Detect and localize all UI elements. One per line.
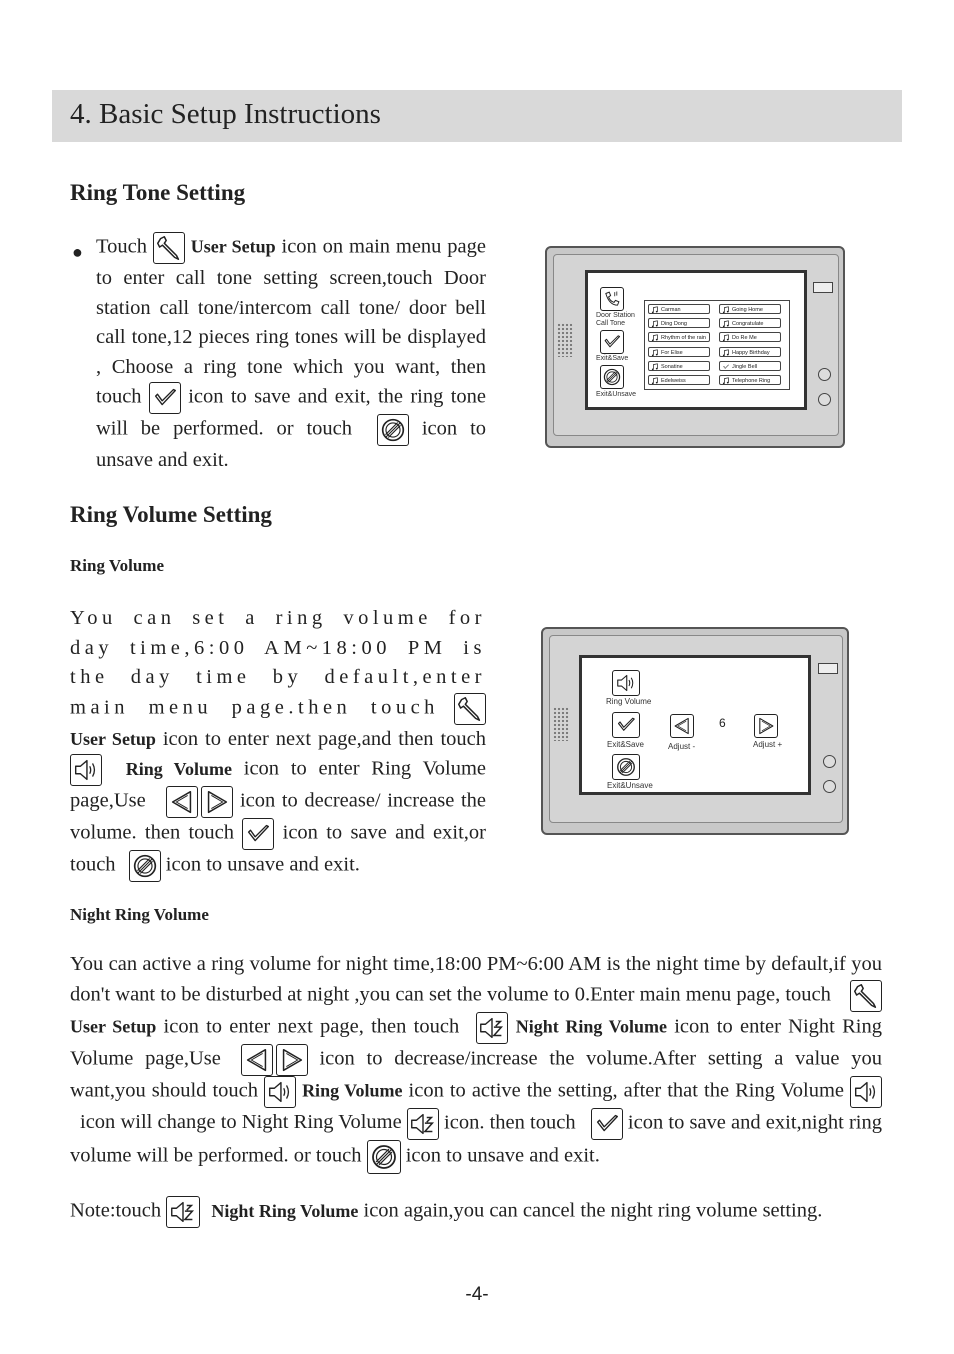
unsave-icon bbox=[367, 1140, 401, 1174]
check-icon bbox=[242, 818, 274, 850]
unsave-icon bbox=[377, 414, 409, 446]
ring-tone-paragraph: Touch User Setup icon on main menu page to enter call tone setting screen,touch Door station call tone/intercom call tone/ door bell call tone,12 pieces ring tones will be displayed , Choose a ring tone which you want, then touch icon to save and exit, the ring tone will be performed. or touch icon to unsave and exit. bbox=[96, 232, 486, 476]
check-icon bbox=[149, 382, 181, 414]
decrease-icon bbox=[166, 786, 198, 818]
check-icon[interactable] bbox=[612, 712, 640, 738]
night-ring-volume-subheading: Night Ring Volume bbox=[70, 905, 209, 924]
music-note-icon bbox=[651, 320, 659, 328]
ring-tone-option[interactable] bbox=[719, 347, 781, 357]
ring-tone-label: Congratulate bbox=[732, 321, 764, 328]
wrench-icon bbox=[454, 693, 486, 725]
night-speaker-icon bbox=[166, 1196, 200, 1228]
ring-tone-label: Jingle Bell bbox=[732, 363, 758, 370]
music-note-icon bbox=[722, 320, 730, 328]
ring-tone-option[interactable] bbox=[648, 347, 710, 357]
music-note-icon bbox=[722, 377, 730, 385]
ring-tone-option[interactable] bbox=[648, 318, 710, 328]
device-screen: Door Station Call Tone Exit&Save Exit&Unsave Carman Ding Dong Rhythm of the rain For Elise Sonatine Edelweiss Going Home Congratulate Do Re Me Happy Birthday Jingle Bell Telephone Ring bbox=[585, 270, 807, 410]
increase-icon bbox=[276, 1044, 308, 1076]
ring-tone-label: For Elise bbox=[661, 349, 683, 356]
ring-tone-label: Carman bbox=[661, 307, 681, 313]
decrease-icon[interactable] bbox=[670, 714, 694, 738]
ring-tone-label: Happy Birthday bbox=[732, 349, 770, 356]
ring-tone-label: Do Re Me bbox=[732, 335, 757, 342]
ring-tone-heading: Ring Tone Setting bbox=[70, 180, 246, 205]
music-note-icon bbox=[651, 306, 659, 314]
ring-tone-option[interactable] bbox=[719, 304, 781, 314]
speaker-icon bbox=[850, 1076, 882, 1108]
music-note-icon bbox=[722, 349, 730, 357]
page-number: -4- bbox=[465, 1284, 489, 1305]
ring-tone-option[interactable] bbox=[719, 332, 781, 342]
speaker-grill bbox=[557, 323, 573, 357]
night-speaker-icon bbox=[407, 1108, 439, 1140]
ring-volume-heading: Ring Volume Setting bbox=[70, 502, 272, 527]
unsave-icon[interactable] bbox=[600, 365, 624, 389]
ring-tone-option[interactable] bbox=[719, 361, 781, 371]
music-note-icon bbox=[651, 349, 659, 357]
night-ring-volume-paragraph: You can active a ring volume for night time,18:00 PM~6:00 AM is the night time by default,if you don't want to be disturbed at night ,you can set the volume to 0.Enter main menu page, touch User Setup icon to enter next page, then touch Night Ring Volume icon to enter Night Ring Volume page,Use icon to decrease/increase the volume.After setting a value you want,you should touch Ring Volume icon to active the setting, after that the Ring Volume icon will change to Night Ring Volume icon. then touch icon to save and exit,night ring volume will be performed. or touch icon to unsave and exit. bbox=[70, 950, 882, 1174]
unsave-icon bbox=[129, 850, 161, 882]
increase-icon bbox=[201, 786, 233, 818]
speaker-icon bbox=[70, 754, 102, 786]
ring-volume-paragraph: You can set a ring volume for day time,6:00 AM~18:00 PM is the day time by default,enter main menu page.then touch User Setup icon to enter next page,and then touch Ring Volume icon to enter Ring Volume page,Use icon to decrease/ increase the volume. then touch icon to save and exit,or touch icon to unsave and exit. bbox=[70, 604, 486, 882]
check-icon[interactable] bbox=[600, 330, 624, 354]
volume-value: 6 bbox=[719, 716, 726, 730]
speaker-grill bbox=[553, 707, 569, 741]
knob bbox=[823, 780, 836, 793]
music-note-icon bbox=[722, 334, 730, 342]
selected-check-icon bbox=[722, 363, 730, 371]
speaker-icon[interactable] bbox=[612, 670, 640, 696]
music-note-icon bbox=[651, 377, 659, 385]
device-screen: Ring Volume Exit&Save Exit&Unsave Adjust - 6 Adjust + bbox=[579, 655, 811, 795]
bullet-dot: ● bbox=[72, 242, 83, 262]
wrench-icon bbox=[850, 980, 882, 1012]
ring-tone-option[interactable] bbox=[719, 318, 781, 328]
music-note-icon bbox=[651, 334, 659, 342]
knob bbox=[823, 755, 836, 768]
unsave-icon[interactable] bbox=[612, 754, 640, 780]
device-ring-tone bbox=[545, 246, 845, 448]
decrease-icon bbox=[241, 1044, 273, 1076]
music-note-icon bbox=[722, 306, 730, 314]
ring-tone-label: Rhythm of the rain bbox=[661, 335, 706, 342]
ring-tone-label: Telephone Ring bbox=[732, 378, 771, 384]
check-icon bbox=[591, 1108, 623, 1140]
knob bbox=[818, 393, 831, 406]
ring-tone-option[interactable] bbox=[648, 375, 710, 385]
ring-tone-option[interactable] bbox=[648, 332, 710, 342]
ring-tone-label: Edelweiss bbox=[661, 378, 686, 384]
button-slot bbox=[813, 282, 833, 293]
ring-tone-option[interactable] bbox=[648, 361, 710, 371]
ring-tone-label: Ding Dong bbox=[661, 321, 687, 328]
button-slot bbox=[818, 663, 838, 674]
knob bbox=[818, 368, 831, 381]
ring-tone-label: Going Home bbox=[732, 307, 763, 313]
device-ring-volume bbox=[541, 627, 849, 835]
wrench-icon bbox=[153, 232, 185, 264]
note-paragraph: Note:touch Night Ring Volume icon again,you can cancel the night ring volume setting. bbox=[70, 1196, 882, 1228]
increase-icon[interactable] bbox=[754, 714, 778, 738]
page-title: 4. Basic Setup Instructions bbox=[70, 98, 381, 130]
ring-volume-subheading: Ring Volume bbox=[70, 556, 164, 575]
night-speaker-icon bbox=[476, 1012, 508, 1044]
speaker-icon bbox=[264, 1076, 296, 1108]
music-note-icon bbox=[651, 363, 659, 371]
ring-tone-label: Sonatine bbox=[661, 363, 683, 370]
ring-tone-option[interactable] bbox=[648, 304, 710, 314]
phone-icon bbox=[600, 287, 624, 311]
ring-tone-option[interactable] bbox=[719, 375, 781, 385]
